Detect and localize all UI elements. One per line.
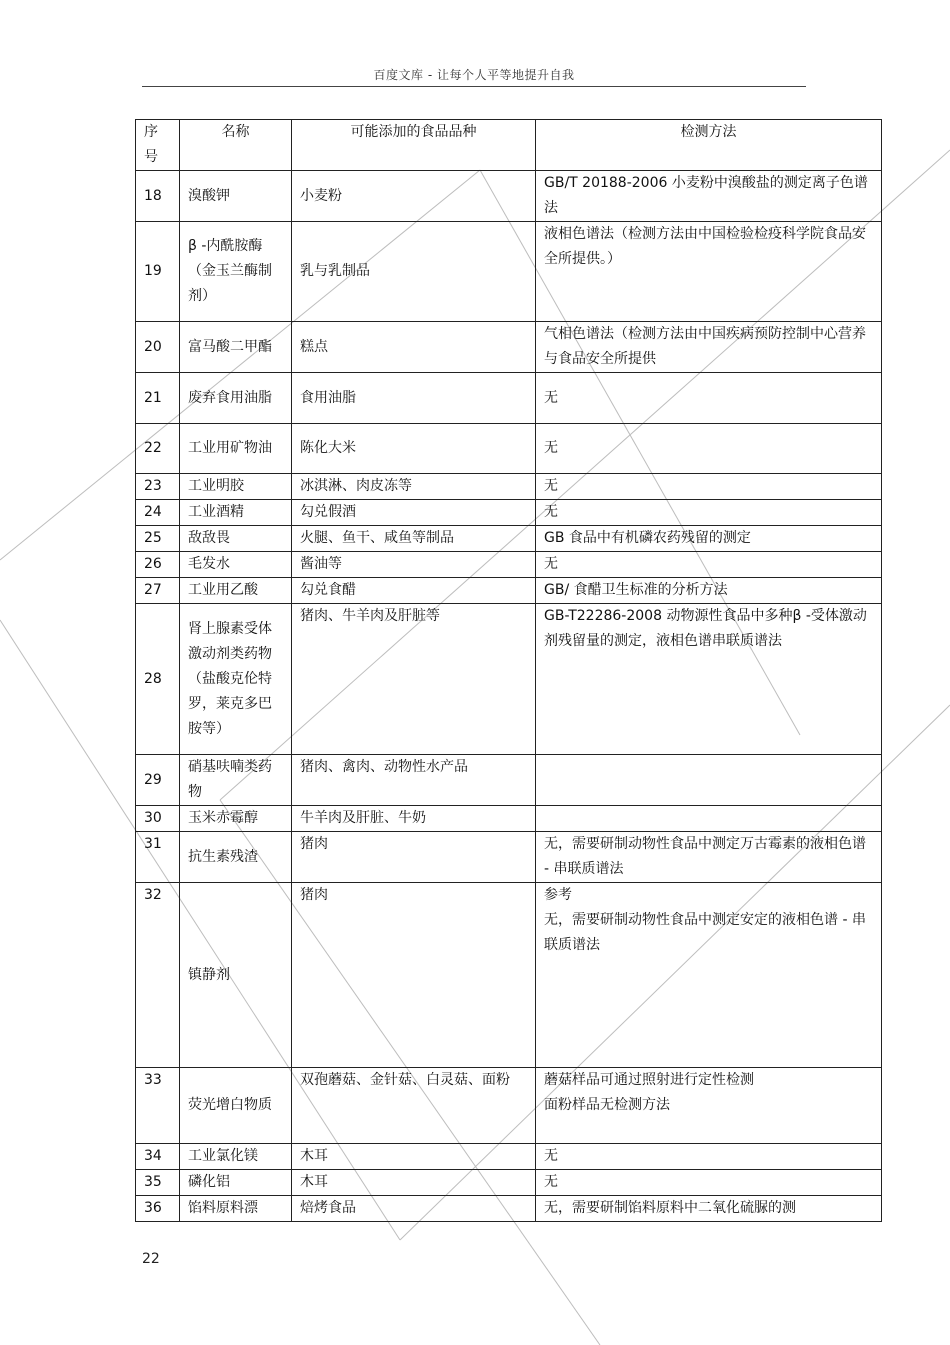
row-name: 抗生素残渣 <box>180 832 292 883</box>
row-foods: 猪肉、禽肉、动物性水产品 <box>292 755 536 806</box>
food-additive-table <box>135 119 882 1222</box>
row-method: 无 <box>536 552 882 578</box>
header-no: 序号 <box>136 120 180 171</box>
table-row <box>136 526 882 552</box>
header-divider <box>142 86 806 87</box>
table-row <box>136 171 882 222</box>
table-row <box>136 832 882 883</box>
row-method: GB/T 20188-2006 小麦粉中溴酸盐的测定离子色谱法 <box>536 171 882 222</box>
row-name: 工业氯化镁 <box>180 1144 292 1170</box>
row-method <box>536 755 882 806</box>
row-name: 镇静剂 <box>180 883 292 1068</box>
table-row <box>136 424 882 474</box>
row-foods: 火腿、鱼干、咸鱼等制品 <box>292 526 536 552</box>
table-row <box>136 755 882 806</box>
row-no: 24 <box>136 500 180 526</box>
table-row <box>136 322 882 373</box>
table-row <box>136 500 882 526</box>
row-foods: 勾兑食醋 <box>292 578 536 604</box>
header-foods: 可能添加的食品品种 <box>292 120 536 171</box>
row-foods: 糕点 <box>292 322 536 373</box>
row-foods: 双孢蘑菇、金针菇、白灵菇、面粉 <box>292 1068 536 1144</box>
row-method <box>536 806 882 832</box>
row-no: 26 <box>136 552 180 578</box>
row-method: 无 <box>536 474 882 500</box>
row-method: 无，需要研制馅料原料中二氧化硫脲的测 <box>536 1196 882 1222</box>
row-method: 无 <box>536 424 882 474</box>
row-name: 工业用乙酸 <box>180 578 292 604</box>
row-foods: 猪肉 <box>292 883 536 1068</box>
row-no: 31 <box>136 832 180 883</box>
row-no: 23 <box>136 474 180 500</box>
row-name: 硝基呋喃类药物 <box>180 755 292 806</box>
row-foods: 酱油等 <box>292 552 536 578</box>
row-name: 工业用矿物油 <box>180 424 292 474</box>
row-no: 28 <box>136 604 180 755</box>
row-name: 工业酒精 <box>180 500 292 526</box>
table-row <box>136 883 882 1068</box>
row-no: 18 <box>136 171 180 222</box>
row-foods: 小麦粉 <box>292 171 536 222</box>
page-header: 百度文库 - 让每个人平等地提升自我 <box>373 68 575 82</box>
row-name: β -内酰胺酶（金玉兰酶制剂） <box>180 222 292 322</box>
row-foods: 猪肉、牛羊肉及肝脏等 <box>292 604 536 755</box>
table-row <box>136 578 882 604</box>
table-row <box>136 1170 882 1196</box>
row-no: 32 <box>136 883 180 1068</box>
table-row <box>136 1196 882 1222</box>
row-no: 30 <box>136 806 180 832</box>
row-foods: 勾兑假酒 <box>292 500 536 526</box>
row-no: 25 <box>136 526 180 552</box>
row-foods: 木耳 <box>292 1144 536 1170</box>
row-name: 废弃食用油脂 <box>180 373 292 424</box>
row-name: 磷化铝 <box>180 1170 292 1196</box>
row-name: 馅料原料漂 <box>180 1196 292 1222</box>
row-no: 33 <box>136 1068 180 1144</box>
row-name: 荧光增白物质 <box>180 1068 292 1144</box>
row-method: 无 <box>536 373 882 424</box>
row-name: 溴酸钾 <box>180 171 292 222</box>
row-no: 29 <box>136 755 180 806</box>
row-method: 无，需要研制动物性食品中测定万古霉素的液相色谱 - 串联质谱法 <box>536 832 882 883</box>
row-method: GB-T22286-2008 动物源性食品中多种β -受体激动剂残留量的测定，液相色谱串联质谱法 <box>536 604 882 755</box>
row-no: 19 <box>136 222 180 322</box>
row-no: 35 <box>136 1170 180 1196</box>
table-header-row <box>136 120 882 171</box>
table-row <box>136 1144 882 1170</box>
row-method: 液相色谱法（检测方法由中国检验检疫科学院食品安全所提供。） <box>536 222 882 322</box>
row-method: 无 <box>536 1170 882 1196</box>
row-no: 34 <box>136 1144 180 1170</box>
row-method: GB/ 食醋卫生标准的分析方法 <box>536 578 882 604</box>
row-method: 蘑菇样品可通过照射进行定性检测 面粉样品无检测方法 <box>536 1068 882 1144</box>
table-row <box>136 604 882 755</box>
header-name: 名称 <box>180 120 292 171</box>
row-foods: 木耳 <box>292 1170 536 1196</box>
table-row <box>136 806 882 832</box>
table-row <box>136 552 882 578</box>
row-name: 工业明胶 <box>180 474 292 500</box>
row-name: 富马酸二甲酯 <box>180 322 292 373</box>
page-number: 22 <box>142 1251 160 1267</box>
table-row <box>136 222 882 322</box>
row-foods: 陈化大米 <box>292 424 536 474</box>
row-method: 气相色谱法（检测方法由中国疾病预防控制中心营养与食品安全所提供 <box>536 322 882 373</box>
row-name: 毛发水 <box>180 552 292 578</box>
row-no: 36 <box>136 1196 180 1222</box>
header-method: 检测方法 <box>536 120 882 171</box>
row-foods: 焙烤食品 <box>292 1196 536 1222</box>
row-method: GB 食品中有机磷农药残留的测定 <box>536 526 882 552</box>
row-foods: 乳与乳制品 <box>292 222 536 322</box>
row-foods: 冰淇淋、肉皮冻等 <box>292 474 536 500</box>
row-name: 玉米赤霉醇 <box>180 806 292 832</box>
row-name: 敌敌畏 <box>180 526 292 552</box>
row-foods: 猪肉 <box>292 832 536 883</box>
row-no: 21 <box>136 373 180 424</box>
row-method: 无 <box>536 500 882 526</box>
row-name: 肾上腺素受体激动剂类药物（盐酸克伦特罗，莱克多巴胺等） <box>180 604 292 755</box>
table-row <box>136 474 882 500</box>
row-foods: 牛羊肉及肝脏、牛奶 <box>292 806 536 832</box>
row-method: 无 <box>536 1144 882 1170</box>
row-no: 20 <box>136 322 180 373</box>
table-row <box>136 373 882 424</box>
table-row <box>136 1068 882 1144</box>
row-method: 参考 无，需要研制动物性食品中测定安定的液相色谱 - 串联质谱法 <box>536 883 882 1068</box>
row-no: 22 <box>136 424 180 474</box>
row-foods: 食用油脂 <box>292 373 536 424</box>
row-no: 27 <box>136 578 180 604</box>
